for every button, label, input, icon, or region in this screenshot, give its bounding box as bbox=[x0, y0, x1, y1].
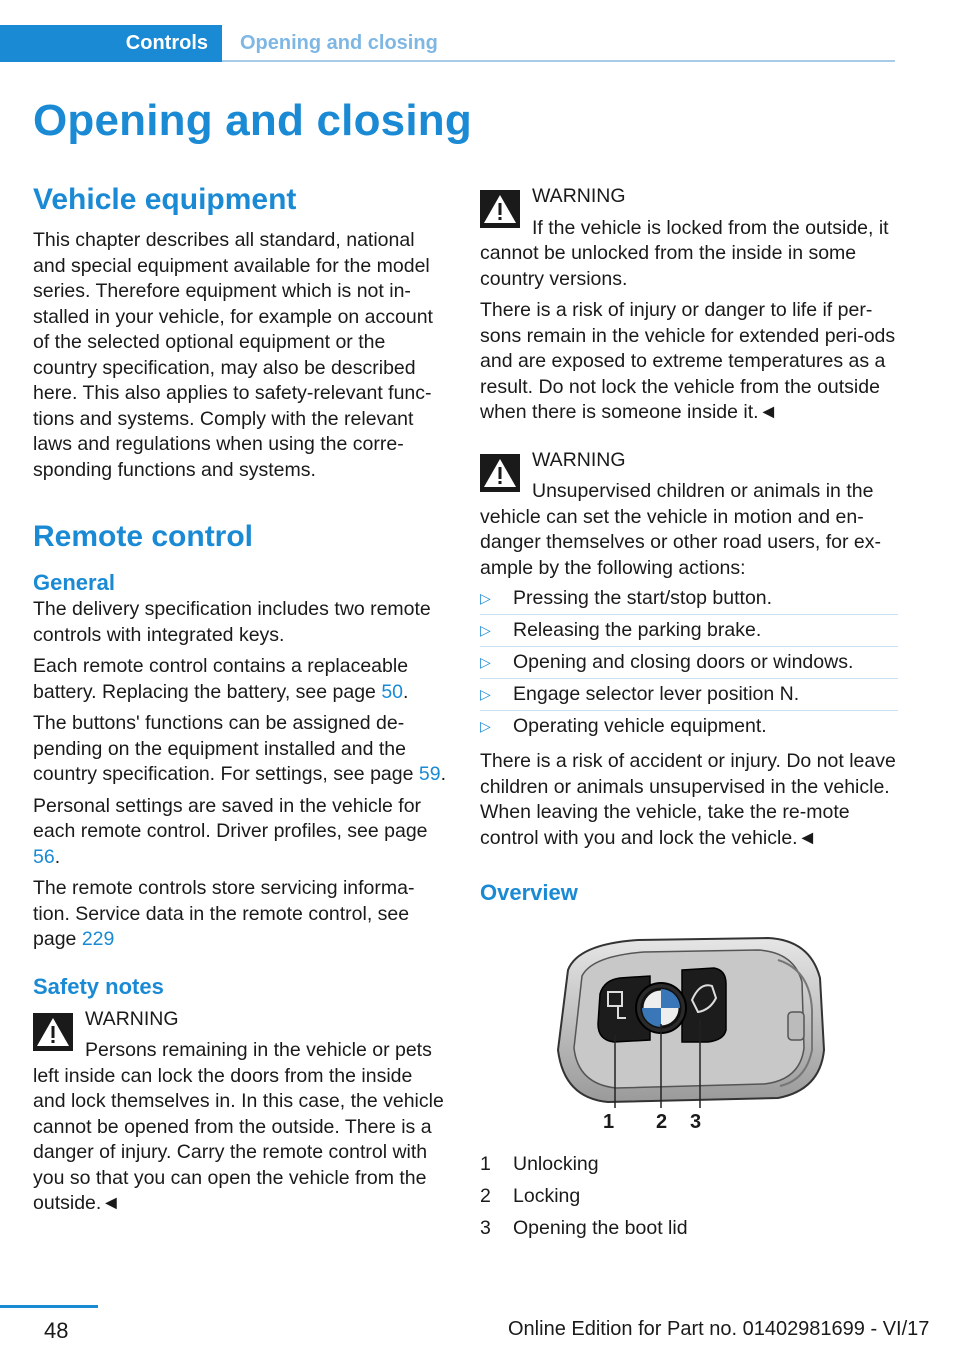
legend-item: 1 Unlocking bbox=[480, 1152, 599, 1175]
warning-text: cannot be unlocked from the inside in some country versions. bbox=[480, 242, 857, 290]
warning-block bbox=[480, 448, 898, 852]
warning-text: left inside can lock the doors from the inside and lock themselves in. In this case, the vehicle cannot be opened from the outside. There is a danger of injury. Carry the remote control with you so that you can open the vehicle from the outside.◄ bbox=[33, 1064, 444, 1214]
page-link-56[interactable]: 56 bbox=[33, 845, 55, 868]
general-p1: The delivery specification includes two remote controls with integrated keys. bbox=[33, 598, 431, 646]
page-header bbox=[0, 0, 895, 62]
list-item: ▷ Pressing the start/stop button. bbox=[480, 583, 898, 615]
list-item: ▷ Operating vehicle equipment. bbox=[480, 711, 898, 743]
warning-label: WARNING bbox=[532, 448, 626, 471]
warning-extra: There is a risk of injury or danger to life if per-sons remain in the vehicle for extended peri-ods and are exposed to extreme temperatures as a result. Do not lock the vehicle from the outside when there is someone inside it.◄ bbox=[480, 299, 896, 423]
right-column bbox=[480, 184, 898, 907]
page-link-229[interactable]: 229 bbox=[81, 928, 115, 950]
overview-heading: Overview bbox=[480, 880, 578, 905]
triangle-bullet-icon: ▷ bbox=[480, 685, 491, 702]
header-section-tab[interactable]: Controls bbox=[0, 25, 222, 62]
list-item: ▷ Engage selector lever position N. bbox=[480, 679, 898, 711]
footer-divider bbox=[0, 1305, 98, 1308]
warning-first-line: If the vehicle is locked from the outside, it bbox=[532, 216, 889, 239]
general-heading: General bbox=[33, 570, 115, 595]
left-column bbox=[33, 182, 449, 1223]
warning-label: WARNING bbox=[85, 1007, 179, 1030]
warning-triangle-icon bbox=[480, 454, 520, 492]
warning-first-line: Persons remaining in the vehicle or pets bbox=[85, 1039, 432, 1061]
page-number: 48 bbox=[44, 1318, 69, 1343]
warning-triangle-icon bbox=[33, 1013, 73, 1051]
header-subsection-tab[interactable]: Opening and closing bbox=[240, 32, 438, 54]
warning-text: vehicle can set the vehicle in motion and en-danger themselves or other road users, for ex-ample by the following actions: bbox=[480, 505, 882, 579]
remote-control-heading: Remote control bbox=[33, 520, 254, 553]
general-p4: Personal settings are saved in the vehicle for each remote control. Driver profiles, see page 56. bbox=[33, 794, 428, 868]
header-divider bbox=[222, 60, 895, 62]
vehicle-equipment-body: This chapter describes all standard, national and special equipment available for the model series. Therefore equipment which is not in-stalled in your vehicle, for example on account of the selected optional equipment or the country specification, may also be described here. This also applies to safety-relevant func-tions and systems. Comply with the relevant laws and regulations when using the corre-sponding functions and systems. bbox=[33, 229, 433, 481]
warning-block bbox=[480, 184, 898, 426]
callout-3: 3 bbox=[690, 1111, 702, 1133]
warning-block bbox=[33, 1007, 449, 1217]
triangle-bullet-icon: ▷ bbox=[480, 621, 491, 638]
action-list bbox=[480, 583, 898, 743]
triangle-bullet-icon: ▷ bbox=[480, 718, 491, 735]
callout-2: 2 bbox=[656, 1111, 668, 1133]
warning-triangle-icon bbox=[480, 190, 520, 228]
warning-label: WARNING bbox=[532, 185, 626, 207]
general-p5: The remote controls store servicing informa-tion. Service data in the remote control, see page 229 bbox=[33, 877, 415, 950]
legend-item: 2 Locking bbox=[480, 1184, 581, 1207]
list-item: ▷ Opening and closing doors or windows. bbox=[480, 647, 898, 679]
remote-control-illustration bbox=[548, 930, 833, 1140]
edition-note: Online Edition for Part no. 01402981699 - VI/17 bbox=[508, 1318, 930, 1340]
vehicle-equipment-heading: Vehicle equipment bbox=[33, 183, 297, 216]
page-link-59[interactable]: 59 bbox=[418, 763, 441, 785]
general-p3: The buttons' functions can be assigned de-pending on the equipment installed and the country specification. For settings, see page 59. bbox=[33, 712, 446, 785]
page-title: Opening and closing bbox=[33, 96, 472, 145]
legend-item: 3 Opening the boot lid bbox=[480, 1216, 688, 1239]
safety-notes-heading: Safety notes bbox=[33, 973, 164, 999]
list-item: ▷ Releasing the parking brake. bbox=[480, 615, 898, 647]
general-p2: Each remote control contains a replaceable battery. Replacing the battery, see page 50. bbox=[33, 655, 409, 703]
triangle-bullet-icon: ▷ bbox=[480, 589, 491, 606]
page-link-50[interactable]: 50 bbox=[381, 680, 404, 703]
warning-first-line: Unsupervised children or animals in the bbox=[532, 480, 874, 502]
warning-extra: There is a risk of accident or injury. Do not leave children or animals unsupervised in the vehicle. When leaving the vehicle, take the re-mote control with you and lock the vehicle.◄ bbox=[480, 750, 896, 849]
callout-1: 1 bbox=[603, 1111, 615, 1133]
overview-legend bbox=[480, 1148, 880, 1244]
triangle-bullet-icon: ▷ bbox=[480, 653, 491, 670]
